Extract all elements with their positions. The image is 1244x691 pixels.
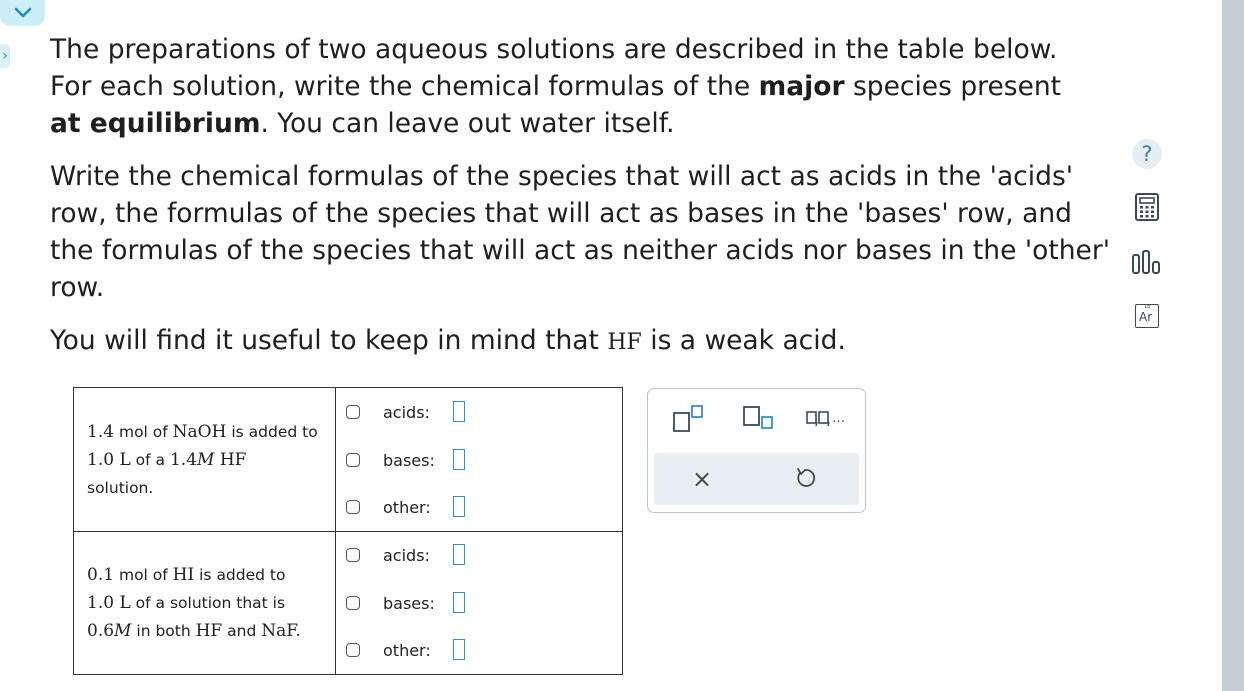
chevron-right-icon: ›	[2, 48, 8, 64]
list-button[interactable]: …	[806, 403, 840, 439]
bar-chart-icon	[1131, 249, 1163, 275]
undo-button[interactable]	[794, 465, 818, 495]
solutions-table	[73, 387, 623, 675]
answer-group	[336, 388, 624, 531]
periodic-table-button[interactable]	[1126, 298, 1168, 334]
superscript-button[interactable]	[672, 403, 706, 439]
superscript-icon	[672, 403, 706, 433]
help-button[interactable]	[1126, 136, 1168, 172]
bases-checkbox[interactable]	[346, 596, 360, 610]
help-icon: ?	[1132, 139, 1162, 169]
bases-input[interactable]	[453, 449, 465, 470]
clear-button[interactable]: ×	[692, 465, 713, 493]
expand-left-tab[interactable]	[0, 44, 10, 68]
question-intro: The preparations of two aqueous solutions are described in the table below. For each solution, write the chemical formulas of the major species present at equilibrium. You can leave out water itself.	[50, 34, 1062, 139]
other-checkbox[interactable]	[346, 500, 360, 514]
answer-group	[336, 531, 624, 674]
bases-input[interactable]	[453, 592, 465, 613]
chevron-down-icon	[14, 7, 32, 19]
table-row	[74, 531, 622, 674]
subscript-icon	[742, 403, 776, 433]
subscript-button[interactable]	[742, 403, 776, 439]
collapse-tab[interactable]	[0, 0, 45, 26]
acids-checkbox[interactable]	[346, 405, 360, 419]
calculator-button[interactable]	[1126, 189, 1168, 225]
other-answer-row: other:	[336, 494, 616, 522]
bases-answer-row: bases:	[336, 447, 616, 475]
acids-checkbox[interactable]	[346, 548, 360, 562]
acids-answer-row: acids:	[336, 542, 616, 570]
data-chart-button[interactable]	[1126, 244, 1168, 280]
question-instructions: Write the chemical formulas of the species that will act as acids in the 'acids' row, the formulas of the species that will act as bases in the 'bases' row, and the formulas of the species that will act as neither acids nor bases in the 'other' row.	[50, 161, 1110, 303]
acids-input[interactable]	[453, 544, 465, 565]
solution-description: 1.4 mol of NaOH is added to 1.0 L of a 1.4M HF solution.	[74, 388, 336, 531]
other-input[interactable]	[453, 639, 465, 660]
periodic-table-icon: 18 Ar	[1135, 304, 1159, 328]
formula-hf: HF	[607, 330, 642, 355]
acids-answer-row: acids:	[336, 399, 616, 427]
undo-icon	[794, 465, 818, 491]
question-hint: You will find it useful to keep in mind that HF is a weak acid.	[50, 325, 846, 356]
formula-palette	[647, 388, 866, 513]
calculator-icon	[1134, 193, 1160, 221]
scrollbar[interactable]	[1222, 0, 1244, 691]
acids-input[interactable]	[453, 401, 465, 422]
solution-description: 0.1 mol of HI is added to 1.0 L of a solution that is 0.6M in both HF and NaF.	[74, 531, 336, 674]
palette-actions	[654, 453, 859, 505]
other-checkbox[interactable]	[346, 643, 360, 657]
other-answer-row: other:	[336, 637, 616, 665]
table-row	[74, 388, 622, 532]
other-input[interactable]	[453, 496, 465, 517]
bases-checkbox[interactable]	[346, 453, 360, 467]
bases-answer-row: bases:	[336, 590, 616, 618]
